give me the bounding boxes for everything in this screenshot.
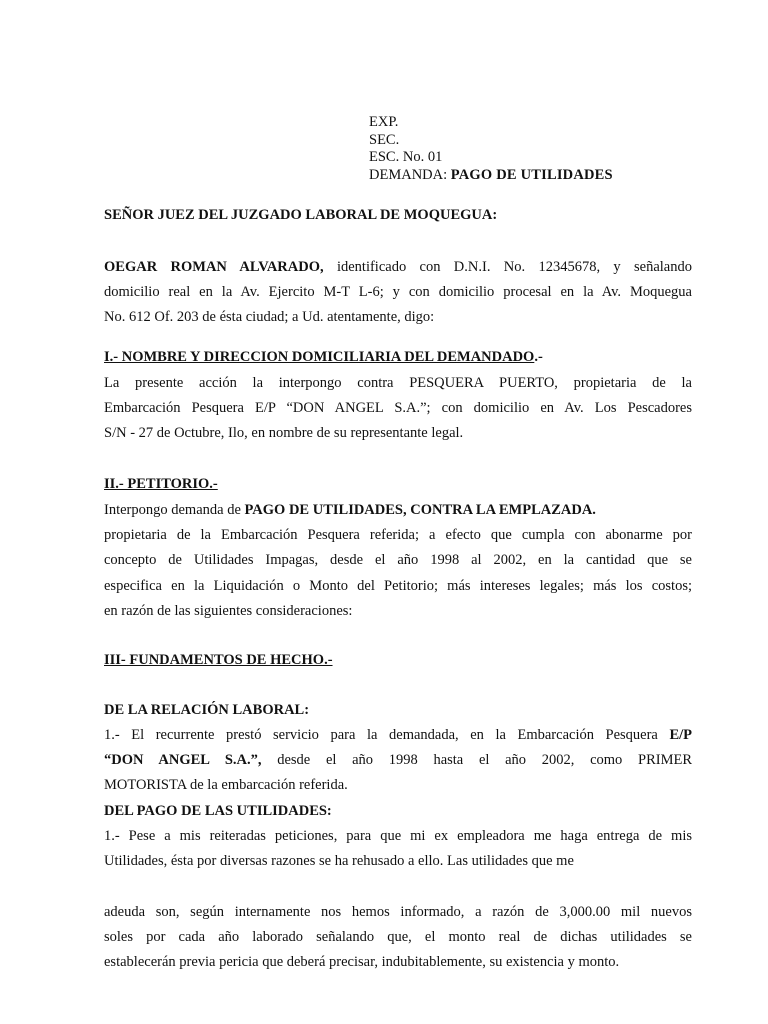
section-2-line: propietaria de la Embarcación Pesquera referida; a efecto que cumpla con abonarme por [104, 527, 692, 544]
intro-line-3: No. 612 Of. 203 de ésta ciudad; a Ud. atentamente, digo: [104, 309, 435, 326]
demanda-line [369, 167, 613, 185]
relacion-line-2: “DON ANGEL S.A.”, desde el año 1998 hasta el año 2002, como PRIMER [104, 752, 692, 769]
pago-line: Utilidades, ésta por diversas razones se ha rehusado a ello. Las utilidades que me [104, 853, 574, 870]
section-1-line: La presente acción la interpongo contra PESQUERA PUERTO, propietaria de la [104, 375, 692, 391]
section-1-line: S/N - 27 de Octubre, Ilo, en nombre de su representante legal. [104, 425, 464, 442]
intro-paragraph [104, 255, 692, 331]
sec-label: SEC. [369, 131, 400, 148]
section-1-line: Embarcación Pesquera E/P “DON ANGEL S.A.”; con domicilio en Av. Los Pescadores [104, 400, 692, 417]
esc-label: ESC. No. 01 [369, 149, 443, 165]
section-1-heading: I.- NOMBRE Y DIRECCION DOMICILIARIA DEL DEMANDADO.- [104, 349, 543, 365]
plaintiff-name: OEGAR ROMAN ALVARADO, [104, 259, 324, 275]
case-header [369, 114, 613, 184]
subheading-relacion-laboral: DE LA RELACIÓN LABORAL: [104, 702, 310, 718]
continuation-paragraph [104, 900, 692, 976]
intro-line-1: OEGAR ROMAN ALVARADO, identificado con D.N.I. No. 12345678, y señalando [104, 259, 692, 275]
section-2-heading: II.- PETITORIO.- [104, 476, 218, 492]
petitorio-first-line: Interpongo demanda de PAGO DE UTILIDADES, CONTRA LA EMPLAZADA. [104, 502, 596, 518]
relacion-line-3: MOTORISTA de la embarcación referida. [104, 777, 348, 794]
pago-utilidades-paragraph [104, 824, 692, 874]
continuation-line: soles por cada año laborado señalando que, el monto real de dichas utilidades se [104, 929, 692, 946]
relacion-line-1: 1.- El recurrente prestó servicio para la demandada, en la Embarcación Pesquera E/P [104, 727, 692, 743]
addressee: SEÑOR JUEZ DEL JUZGADO LABORAL DE MOQUEGUA: [104, 207, 498, 223]
continuation-line: establecerán previa pericia que deberá precisar, indubitablemente, su existencia y monto. [104, 954, 620, 971]
section-2-paragraph [104, 498, 692, 624]
exp-label: EXP. [369, 114, 399, 130]
intro-line-2: domicilio real en la Av. Ejercito M-T L-6; y con domicilio procesal en la Av. Moquegua [104, 284, 692, 301]
section-2-line: concepto de Utilidades Impagas, desde el año 1998 al 2002, en la cantidad que se [104, 552, 692, 569]
section-2-line: especifica en la Liquidación o Monto del Petitorio; más intereses legales; más los costos; [104, 577, 692, 594]
relacion-laboral-paragraph [104, 723, 692, 799]
demanda-label: DEMANDA: [369, 166, 451, 183]
section-1-paragraph [104, 371, 692, 447]
demanda-value: PAGO DE UTILIDADES [450, 166, 613, 183]
section-3-heading: III- FUNDAMENTOS DE HECHO.- [104, 652, 333, 668]
section-2-line: en razón de las siguientes consideraciones: [104, 602, 353, 619]
subheading-pago-utilidades: DEL PAGO DE LAS UTILIDADES: [104, 803, 332, 819]
continuation-line: adeuda son, según internamente nos hemos informado, a razón de 3,000.00 mil nuevos [104, 904, 692, 920]
pago-line: 1.- Pese a mis reiteradas peticiones, para que mi ex empleadora me haga entrega de mis [104, 828, 692, 844]
